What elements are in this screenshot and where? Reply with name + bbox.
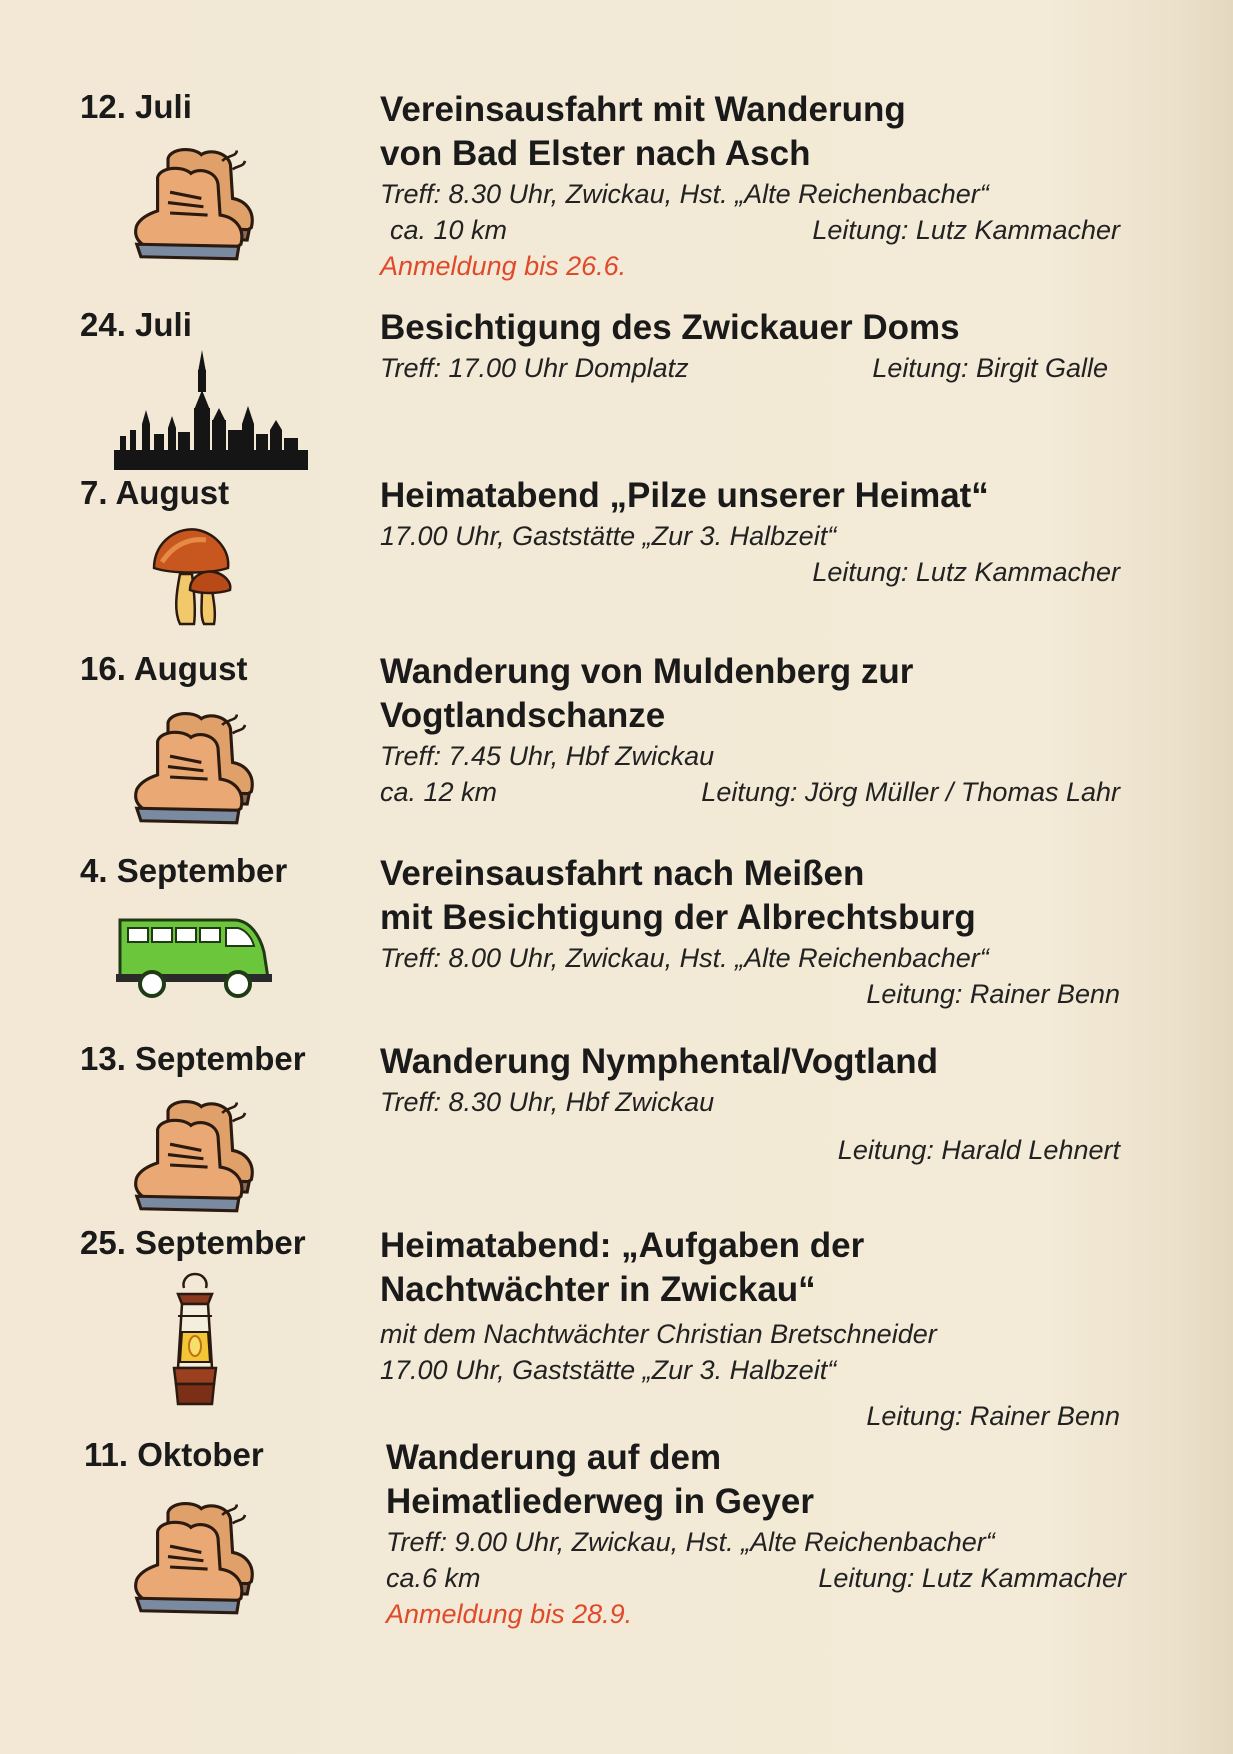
event-meeting: Treff: 9.00 Uhr, Zwickau, Hst. „Alte Reichenbacher“: [386, 1527, 995, 1557]
event-title-line: von Bad Elster nach Asch: [380, 134, 811, 173]
hiking-boots-icon: [128, 702, 258, 827]
event-leader: Leitung: Lutz Kammacher: [812, 557, 1120, 587]
event-date: 16. August: [80, 650, 248, 687]
hiking-boots-icon: [128, 1492, 258, 1617]
event-leader: Leitung: Lutz Kammacher: [812, 215, 1120, 245]
event-title-line: Vereinsausfahrt nach Meißen: [380, 854, 865, 893]
event-date: 7. August: [80, 474, 230, 511]
event-leader: Leitung: Birgit Galle: [872, 353, 1108, 383]
event-meeting: Treff: 8.00 Uhr, Zwickau, Hst. „Alte Reichenbacher“: [380, 943, 989, 973]
city-skyline-icon: [114, 350, 308, 470]
event-leader: Leitung: Jörg Müller / Thomas Lahr: [701, 777, 1120, 807]
event-title-line: Heimatabend „Pilze unserer Heimat“: [380, 476, 989, 515]
event-title-line: Wanderung Nymphental/Vogtland: [380, 1042, 939, 1081]
event-title-line: Heimatabend: „Aufgaben der: [380, 1226, 865, 1265]
event-meeting: 17.00 Uhr, Gaststätte „Zur 3. Halbzeit“: [380, 521, 837, 551]
event-leader: Leitung: Rainer Benn: [866, 979, 1120, 1009]
lantern-icon: [168, 1272, 222, 1410]
event-registration: Anmeldung bis 28.9.: [386, 1599, 633, 1629]
event-leader: Leitung: Harald Lehnert: [837, 1135, 1120, 1165]
event-meeting: Treff: 17.00 Uhr Domplatz: [380, 353, 689, 383]
event-title-line: mit Besichtigung der Albrechtsburg: [380, 898, 976, 937]
hiking-boots-icon: [128, 138, 258, 263]
event-meeting: 17.00 Uhr, Gaststätte „Zur 3. Halbzeit“: [380, 1355, 837, 1385]
event-distance: ca.6 km: [386, 1563, 481, 1593]
event-title-line: Heimatliederweg in Geyer: [386, 1482, 814, 1521]
event-meeting: Treff: 8.30 Uhr, Zwickau, Hst. „Alte Reichenbacher“: [380, 179, 989, 209]
event-title-line: Besichtigung des Zwickauer Doms: [380, 308, 960, 347]
bus-icon: [116, 912, 274, 1000]
event-title-line: Wanderung auf dem: [386, 1438, 722, 1477]
event-title-line: Wanderung von Muldenberg zur: [380, 652, 914, 691]
event-date: 25. September: [80, 1224, 306, 1261]
event-title-line: Nachtwächter in Zwickau“: [380, 1270, 816, 1309]
event-date: 4. September: [80, 852, 288, 889]
event-registration: Anmeldung bis 26.6.: [380, 251, 627, 281]
hiking-boots-icon: [128, 1090, 258, 1215]
event-guest: mit dem Nachtwächter Christian Bretschneider: [380, 1319, 937, 1349]
event-leader: Leitung: Rainer Benn: [866, 1401, 1120, 1431]
event-meeting: Treff: 8.30 Uhr, Hbf Zwickau: [380, 1087, 715, 1117]
event-meeting: Treff: 7.45 Uhr, Hbf Zwickau: [380, 741, 715, 771]
event-distance: ca. 12 km: [380, 777, 498, 807]
event-date: 12. Juli: [80, 88, 192, 125]
event-date: 13. September: [80, 1040, 306, 1077]
mushroom-icon: [150, 524, 236, 628]
event-title-line: Vereinsausfahrt mit Wanderung: [380, 90, 906, 129]
event-date: 11. Oktober: [84, 1436, 264, 1473]
event-date: 24. Juli: [80, 306, 192, 343]
event-distance: ca. 10 km: [390, 215, 508, 245]
event-title-line: Vogtlandschanze: [380, 696, 666, 735]
event-leader: Leitung: Lutz Kammacher: [818, 1563, 1126, 1593]
